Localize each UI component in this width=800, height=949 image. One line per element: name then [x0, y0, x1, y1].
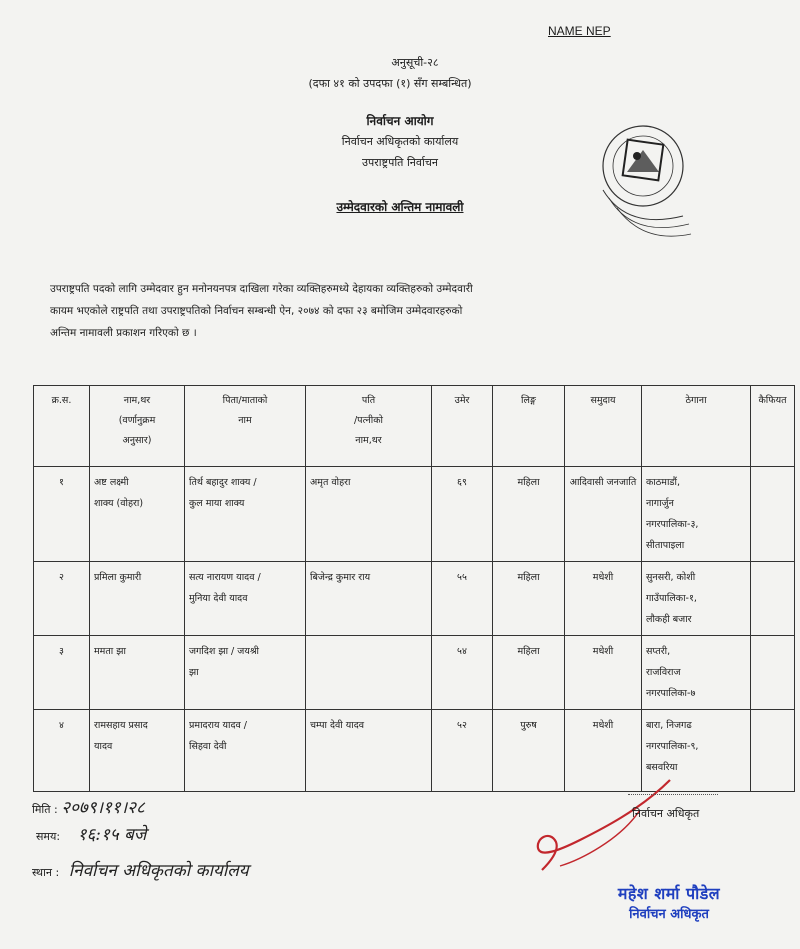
header-community: समुदाय: [565, 386, 642, 467]
header-age: उमेर: [432, 386, 493, 467]
cell-name: [90, 710, 185, 792]
cell-name: [90, 562, 185, 636]
cell-remarks: [751, 710, 795, 792]
cell-parent-line: सिहवा देवी: [189, 741, 227, 752]
paragraph-line-1: उपराष्ट्रपति पदको लागि उम्मेदवार हुन मनोनयनपत्र दाखिला गरेका व्यक्तिहरुमध्ये देहायका व्यक्तिहरुको उम्मेदवारी: [50, 283, 473, 295]
cell-spouse: अमृत वोहरा: [306, 467, 432, 562]
cell-gender: महिला: [493, 562, 565, 636]
cell-name-line: अष्ट लक्ष्मी: [94, 477, 129, 488]
header-parent: [185, 386, 306, 467]
cell-parent: [185, 562, 306, 636]
officer-stamp: [598, 882, 740, 922]
cell-parent-line: मुनिया देवी यादव: [189, 593, 248, 604]
cell-address-line: नगरपालिका-७: [646, 688, 696, 699]
header-name-line: नाम,थर: [123, 395, 151, 406]
place-label: स्थान :: [32, 866, 60, 879]
header-parent-line: नाम: [238, 415, 252, 426]
date-label: मिति :: [32, 803, 58, 816]
signature-icon: [520, 770, 700, 880]
cell-gender: महिला: [493, 636, 565, 710]
cell-parent-line: तिर्थ बहादुर शाक्य /: [189, 477, 257, 488]
cell-spouse: बिजेन्द्र कुमार राय: [306, 562, 432, 636]
cell-address-line: लौकही बजार: [646, 614, 692, 625]
time-label: समय:: [36, 830, 61, 843]
cell-parent-line: जगदिश झा / जयश्री: [189, 646, 260, 657]
commission-title: निर्वाचन आयोग: [366, 114, 434, 128]
cell-sn: १: [34, 467, 90, 562]
officer-role: निर्वाचन अधिकृत: [629, 907, 709, 922]
cell-parent-line: प्रमादराय यादव /: [189, 720, 247, 731]
cell-spouse: [306, 636, 432, 710]
signature-line: [628, 794, 718, 795]
cell-remarks: [751, 562, 795, 636]
candidate-table: [33, 385, 795, 792]
cell-address-line: नगरपालिका-३,: [646, 519, 699, 530]
annex-number: अनुसूची-२८: [391, 56, 439, 69]
cell-community: मधेशी: [565, 710, 642, 792]
cell-sn: ३: [34, 636, 90, 710]
election-title: उपराष्ट्रपति निर्वाचन: [362, 156, 438, 169]
header-name-line: अनुसार): [122, 435, 152, 446]
table-row: [34, 467, 795, 562]
header-parent-line: पिता/माताको: [222, 395, 268, 406]
cell-name-line: यादव: [94, 741, 113, 752]
cell-address: [642, 467, 751, 562]
cell-age: ५२: [432, 710, 493, 792]
cell-address-line: सप्तरी,: [646, 646, 671, 657]
cell-name-line: शाक्य (वोहरा): [94, 498, 144, 509]
officer-label: निर्वाचन अधिकृत: [632, 807, 700, 820]
officer-name: महेश शर्मा पौडेल: [617, 884, 721, 903]
cell-address-line: नागार्जुन: [646, 498, 674, 509]
table-header-row: [34, 386, 795, 467]
paragraph-line-2: कायम भएकोले राष्ट्रपति तथा उपराष्ट्रपतिको निर्वाचन सम्बन्धी ऐन, २०७४ को दफा २३ बमोजिम उम्मेदवारहरुको: [50, 305, 463, 317]
cell-address-line: राजविराज: [646, 667, 681, 678]
cell-community: आदिवासी जनजाति: [565, 467, 642, 562]
cell-address-line: बारा, निजगढ: [646, 720, 692, 731]
cell-sn: २: [34, 562, 90, 636]
cell-parent: [185, 710, 306, 792]
date-row: [32, 795, 145, 818]
cell-sn: ४: [34, 710, 90, 792]
cell-gender: महिला: [493, 467, 565, 562]
cell-name: [90, 467, 185, 562]
header-name-line: (वर्णानुक्रम: [118, 415, 156, 426]
cell-name-line: प्रमिला कुमारी: [94, 572, 142, 583]
notice-paragraph: [50, 278, 605, 344]
cell-community: मधेशी: [565, 562, 642, 636]
cell-name: [90, 636, 185, 710]
rule-reference: (दफा ४१ को उपदफा (१) सँग सम्बन्धित): [308, 77, 472, 90]
table-row: [34, 562, 795, 636]
cell-gender: पुरुष: [493, 710, 565, 792]
header-spouse: [306, 386, 432, 467]
cell-address-line: नगरपालिका-९,: [646, 741, 699, 752]
office-title: निर्वाचन अधिकृतको कार्यालय: [341, 135, 459, 148]
cell-address-line: सीतापाइला: [646, 540, 685, 551]
cell-remarks: [751, 467, 795, 562]
cell-parent-line: सत्य नारायण यादव /: [189, 572, 261, 583]
cell-spouse: चम्पा देवी यादव: [306, 710, 432, 792]
date-value: २०७९।११।२८: [61, 798, 145, 818]
time-row: [36, 822, 146, 845]
place-value: निर्वाचन अधिकृतको कार्यालय: [68, 861, 249, 881]
office-seal-icon: [587, 120, 707, 250]
cell-address: [642, 562, 751, 636]
cell-parent: [185, 636, 306, 710]
time-value: १६:१५ बजे: [77, 825, 147, 845]
header-name: [90, 386, 185, 467]
header-address: ठेगाना: [642, 386, 751, 467]
cell-age: ५४: [432, 636, 493, 710]
cell-age: ५५: [432, 562, 493, 636]
cell-address: [642, 636, 751, 710]
header-remarks: कैफियत: [751, 386, 795, 467]
cell-name-line: ममता झा: [94, 646, 126, 657]
cell-community: मधेशी: [565, 636, 642, 710]
cell-parent-line: कुल माया शाक्य: [189, 498, 245, 509]
cell-address-line: बसवरिया: [646, 762, 678, 773]
cell-name-line: रामसहाय प्रसाद: [94, 720, 148, 731]
cell-parent: [185, 467, 306, 562]
name-nep-label: NAME NEP: [548, 24, 611, 38]
header-gender: लिङ्ग: [493, 386, 565, 467]
cell-address-line: गाउँपालिका-१,: [646, 593, 697, 604]
header-spouse-line: /पत्नीको: [353, 415, 383, 426]
cell-remarks: [751, 636, 795, 710]
header-spouse-line: पति: [361, 395, 376, 406]
cell-address-line: काठमाडौं,: [646, 477, 680, 488]
header-sn: क्र.स.: [34, 386, 90, 467]
cell-age: ६९: [432, 467, 493, 562]
place-row: [32, 858, 249, 881]
cell-address-line: सुनसरी, कोशी: [646, 572, 696, 583]
paragraph-line-3: अन्तिम नामावली प्रकाशन गरिएको छ ।: [50, 327, 197, 339]
list-title: उम्मेदवारको अन्तिम नामावली: [336, 200, 464, 214]
header-spouse-line: नाम,थर: [355, 435, 382, 446]
cell-parent-line: झा: [189, 667, 199, 678]
table-row: [34, 636, 795, 710]
